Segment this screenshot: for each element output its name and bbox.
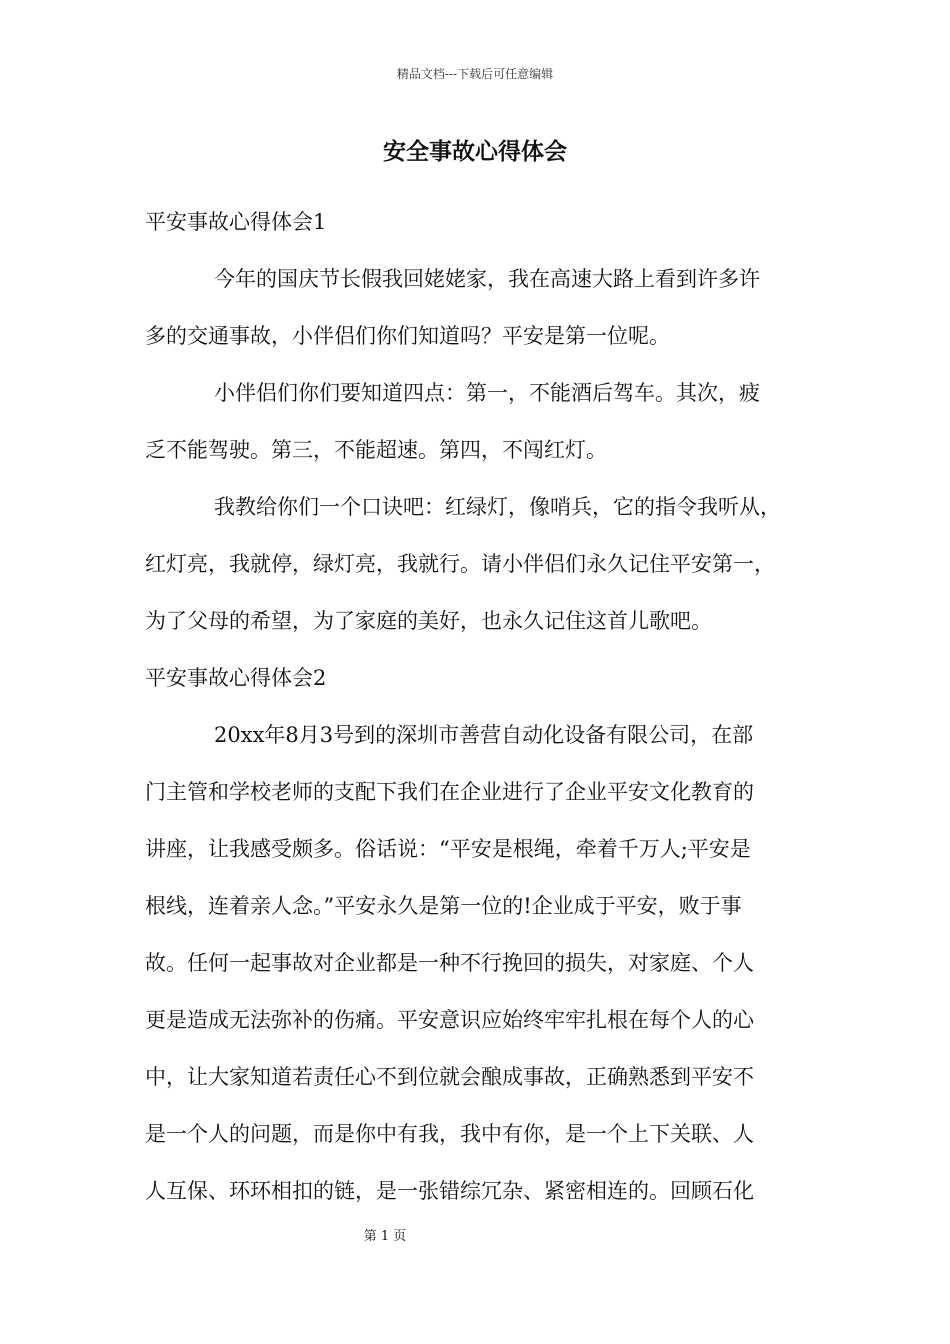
paragraph-line: 人互保、环环相扣的链，是一张错综冗杂、紧密相连的。回顾石化 [145, 1179, 754, 1203]
header-note: 精品文档---下载后可任意编辑 [396, 67, 554, 81]
paragraph-line: 门主管和学校老师的支配下我们在企业进行了企业平安文化教育的 [145, 780, 754, 804]
paragraph-line: 我教给你们一个口诀吧：红绿灯，像哨兵，它的指令我听从， [214, 495, 781, 519]
paragraph-line: 更是造成无法弥补的伤痛。平安意识应始终牢牢扎根在每个人的心 [145, 1008, 754, 1032]
paragraph-line: 今年的国庆节长假我回姥姥家，我在高速大路上看到许多许 [214, 267, 760, 291]
paragraph-line: 故。任何一起事故对企业都是一种不行挽回的损失，对家庭、个人 [145, 951, 754, 975]
paragraph-line: 红灯亮，我就停，绿灯亮，我就行。请小伴侣们永久记住平安第一， [145, 552, 775, 576]
paragraph-line: 小伴侣们你们要知道四点：第一，不能酒后驾车。其次，疲 [214, 381, 760, 405]
paragraph-line: 多的交通事故，小伴侣们你们知道吗？平安是第一位呢。 [145, 324, 670, 348]
paragraph-line: 中，让大家知道若责任心不到位就会酿成事故，正确熟悉到平安不 [145, 1065, 754, 1089]
paragraph-line: 20xx年8月3号到的深圳市善营自动化设备有限公司，在部 [214, 723, 754, 747]
page-number: 第 1 页 [363, 1229, 407, 1244]
paragraph-line: 是一个人的问题，而是你中有我，我中有你，是一个上下关联、人 [145, 1122, 754, 1146]
section-heading-2: 平安事故心得体会2 [145, 666, 327, 690]
paragraph-line: 讲座，让我感受颇多。俗话说：“平安是根绳，牵着千万人;平安是 [145, 837, 751, 861]
section-heading-1: 平安事故心得体会1 [145, 210, 327, 234]
paragraph-line: 根线，连着亲人念。”平安永久是第一位的!企业成于平安，败于事 [145, 894, 742, 918]
paragraph-line: 为了父母的希望，为了家庭的美好，也永久记住这首儿歌吧。 [145, 609, 712, 633]
document-title: 安全事故心得体会 [383, 138, 567, 165]
paragraph-line: 乏不能驾驶。第三，不能超速。第四，不闯红灯。 [145, 438, 607, 462]
